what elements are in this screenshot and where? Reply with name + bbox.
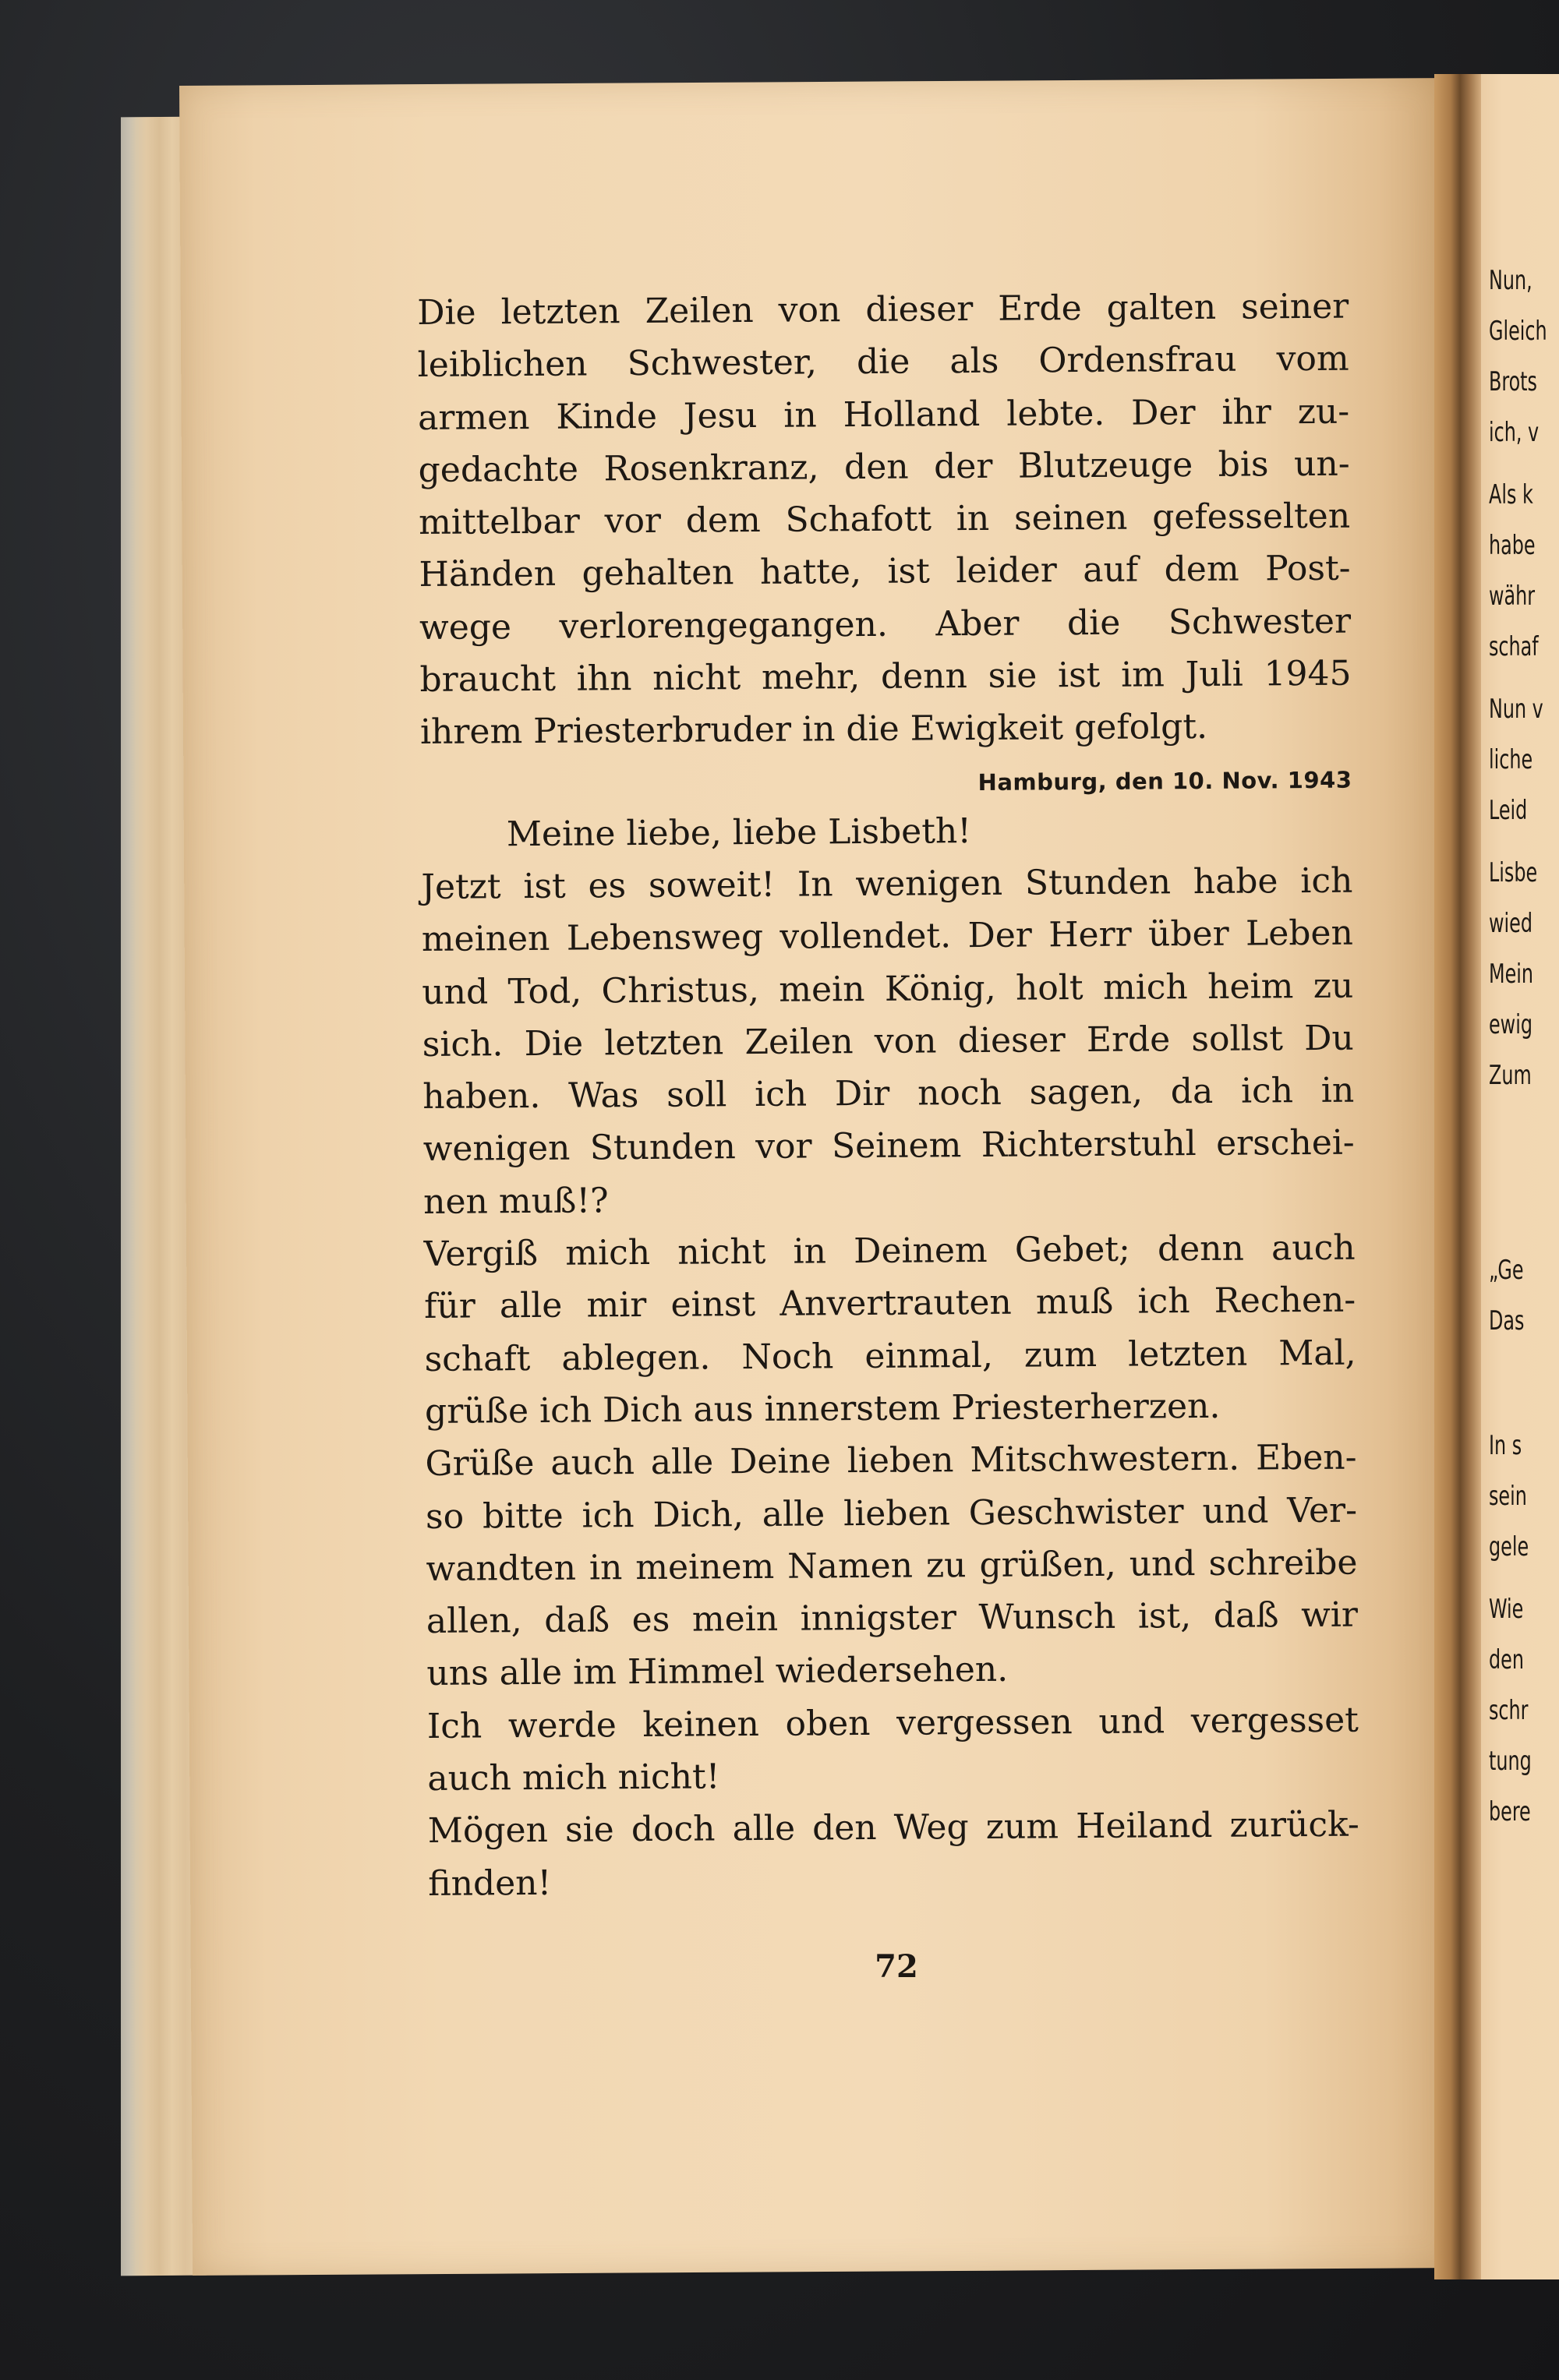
- letter-line: und Tod, Christus, mein König, holt mich heim zu: [422, 966, 1354, 1012]
- letter-dateline: Hamburg, den 10. Nov. 1943: [977, 766, 1352, 796]
- paragraph-line: mittelbar vor dem Schafott in seinen gefesselten: [418, 496, 1351, 543]
- right-page-fragment: schaf: [1489, 631, 1539, 662]
- right-page-fragment: währ: [1489, 581, 1536, 612]
- letter-line: allen, daß es mein innigster Wunsch ist, daß wir: [426, 1594, 1359, 1642]
- letter-body: [421, 855, 1359, 1910]
- right-page-fragment: wied: [1489, 908, 1532, 939]
- letter-line: für alle mir einst Anvertrauten muß ich Rechen-: [423, 1280, 1356, 1327]
- letter-line: Grüße auch alle Deine lieben Mitschwestern. Eben-: [425, 1437, 1357, 1485]
- paragraph-line: armen Kinde Jesu in Holland lebte. Der ihr zu-: [417, 391, 1350, 438]
- right-page-fragment: Das: [1489, 1305, 1525, 1337]
- paragraph-line: wege verlorengegangen. Aber die Schwester: [419, 601, 1352, 648]
- paragraph-line: leiblichen Schwester, die als Ordensfrau vom: [417, 338, 1349, 386]
- right-page-fragment: liche: [1489, 744, 1533, 775]
- right-page-fragment: Mein: [1489, 959, 1534, 990]
- right-page-fragment: Wie: [1489, 1594, 1524, 1625]
- right-page-fragment: Gleich: [1489, 316, 1547, 347]
- letter-line: wandten in meinem Namen zu grüßen, und schreibe: [426, 1542, 1358, 1589]
- letter-line: grüße ich Dich aus innerstem Priesterherzen.: [424, 1386, 1221, 1432]
- paragraph-line: ihrem Priesterbruder in die Ewigkeit gefolgt.: [419, 707, 1208, 753]
- paragraph-line: braucht ihn nicht mehr, denn sie ist im Juli 1945: [419, 653, 1352, 701]
- letter-line: Vergiß mich nicht in Deinem Gebet; denn auch: [423, 1227, 1356, 1275]
- letter-line: Mögen sie doch alle den Weg zum Heiland zurück-: [427, 1804, 1359, 1852]
- letter-salutation: Meine liebe, liebe Lisbeth!: [506, 810, 972, 854]
- right-page-fragment: ich, v: [1489, 417, 1540, 448]
- letter-line: meinen Lebensweg vollendet. Der Herr über Leben: [421, 913, 1353, 960]
- paragraph-line: gedachte Rosenkranz, den der Blutzeuge bis un-: [418, 443, 1350, 490]
- left-page-text: [417, 281, 1360, 1910]
- letter-line: wenigen Stunden vor Seinem Richterstuhl erschei-: [422, 1123, 1355, 1170]
- right-page-fragment: habe: [1489, 530, 1536, 561]
- right-page-fragment: den: [1489, 1644, 1524, 1676]
- right-page-fragment: Nun v: [1489, 694, 1543, 725]
- right-page-fragment: schr: [1489, 1695, 1529, 1726]
- letter-line: auch mich nicht!: [427, 1757, 720, 1799]
- book-gutter: [1434, 74, 1481, 2279]
- intro-paragraph: [417, 281, 1352, 759]
- right-page-fragment: „Ge: [1489, 1255, 1524, 1286]
- right-page-fragment: Als k: [1489, 479, 1533, 510]
- letter-line: Ich werde keinen oben vergessen und vergesset: [426, 1700, 1359, 1746]
- right-page-fragment: Lisbe: [1489, 857, 1538, 888]
- right-page-fragment: In s: [1489, 1430, 1522, 1461]
- right-page-fragment: gele: [1489, 1531, 1529, 1563]
- letter-line: uns alle im Himmel wiedersehen.: [426, 1650, 1009, 1694]
- right-page-text-fragments: [1489, 265, 1559, 1843]
- right-page-fragment: ewig: [1489, 1009, 1532, 1040]
- paragraph-line: Die letzten Zeilen von dieser Erde galten seiner: [417, 286, 1349, 333]
- right-page-fragment: Brots: [1489, 366, 1537, 397]
- right-page-fragment: Leid: [1489, 795, 1528, 826]
- letter-line: haben. Was soll ich Dir noch sagen, da ich in: [422, 1070, 1355, 1118]
- letter-line: sich. Die letzten Zeilen von dieser Erde sollst Du: [422, 1018, 1354, 1065]
- letter-line: finden!: [428, 1863, 552, 1904]
- right-page-fragment: Zum: [1489, 1060, 1532, 1091]
- right-page-fragment: tung: [1489, 1746, 1532, 1777]
- letter-line: schaft ablegen. Noch einmal, zum letzten Mal,: [424, 1333, 1356, 1379]
- right-page-fragment: sein: [1489, 1481, 1527, 1512]
- right-page-fragment: Nun,: [1489, 265, 1532, 296]
- paragraph-line: Händen gehalten hatte, ist leider auf dem Post-: [419, 549, 1351, 595]
- right-page-fragment: bere: [1489, 1796, 1531, 1827]
- letter-line: nen muß!?: [423, 1181, 609, 1222]
- letter-line: Jetzt ist es soweit! In wenigen Stunden habe ich: [421, 860, 1353, 907]
- letter-line: so bitte ich Dich, alle lieben Geschwister und Ver-: [425, 1490, 1358, 1537]
- page-number: 72: [875, 1948, 918, 1985]
